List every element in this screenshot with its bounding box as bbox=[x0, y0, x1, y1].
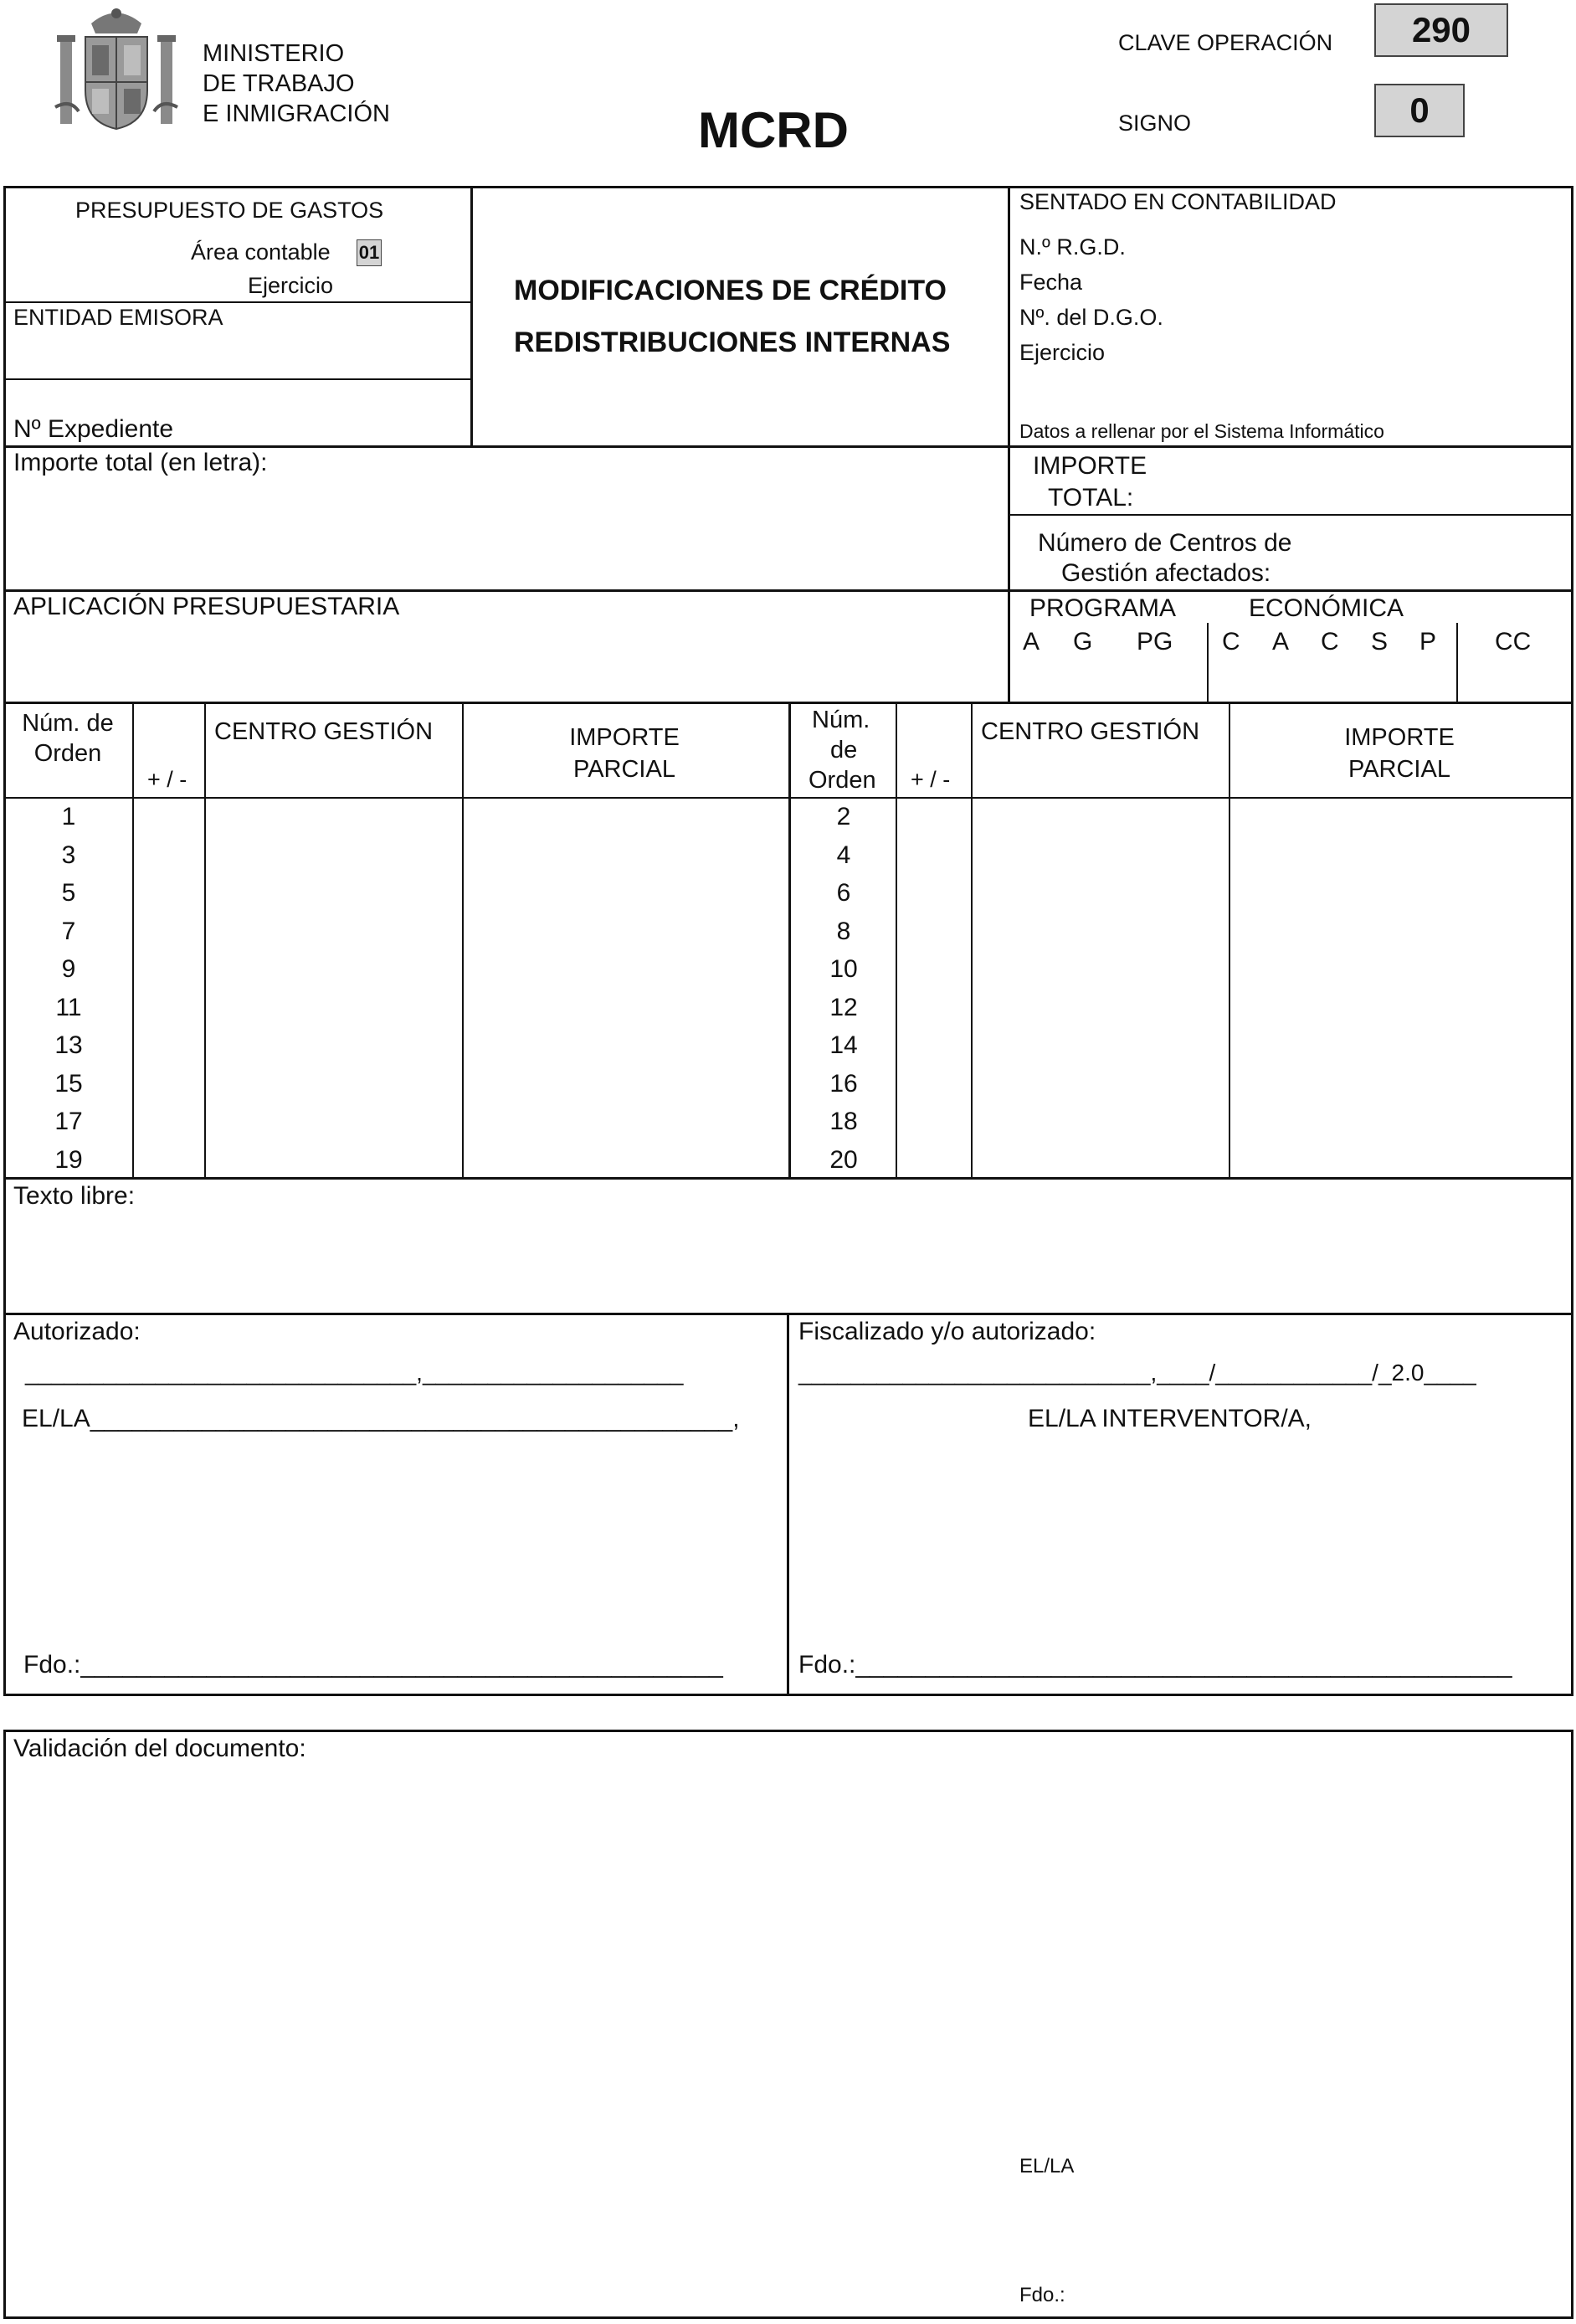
row-order-number: 14 bbox=[829, 1031, 858, 1059]
validacion-label: Validación del documento: bbox=[13, 1735, 306, 1762]
economica-col-c2: C bbox=[1321, 628, 1339, 656]
header-orden-right: Orden bbox=[809, 767, 876, 794]
ministry-name-line-1: MINISTERIO bbox=[203, 40, 345, 67]
row-order-number: 11 bbox=[55, 993, 82, 1021]
cc-label: CC bbox=[1495, 628, 1532, 656]
row-order-number: 15 bbox=[54, 1069, 83, 1098]
rgd-label: N.º R.G.D. bbox=[1019, 234, 1126, 260]
aplicacion-presupuestaria-label: APLICACIÓN PRESUPUESTARIA bbox=[13, 593, 400, 620]
divider bbox=[787, 1313, 789, 1696]
importe-letra-label: Importe total (en letra): bbox=[13, 449, 268, 476]
signo-value: 0 bbox=[1374, 84, 1465, 137]
ministry-name-line-3: E INMIGRACIÓN bbox=[203, 100, 390, 127]
presupuesto-gastos-label: PRESUPUESTO DE GASTOS bbox=[75, 198, 384, 223]
divider bbox=[3, 301, 472, 303]
header-sign-right: + / - bbox=[911, 767, 951, 792]
interventor-label: EL/LA INTERVENTOR/A, bbox=[1028, 1405, 1312, 1432]
economica-col-c: C bbox=[1222, 628, 1240, 656]
divider bbox=[1008, 514, 1573, 516]
divider bbox=[971, 703, 973, 1177]
texto-libre-label: Texto libre: bbox=[13, 1182, 136, 1210]
sistema-informatico-note: Datos a rellenar por el Sistema Informático bbox=[1019, 420, 1384, 442]
validacion-ella-label: EL/LA bbox=[1019, 2155, 1075, 2177]
row-order-number: 2 bbox=[836, 803, 851, 830]
row-order-number: 5 bbox=[61, 879, 76, 907]
row-order-number: 10 bbox=[829, 955, 858, 983]
divider bbox=[3, 378, 472, 380]
entidad-emisora-label: ENTIDAD EMISORA bbox=[13, 305, 223, 330]
fiscalizado-fdo-line: Fdo.:_______________________________________________ bbox=[798, 1651, 1512, 1679]
form-code: MCRD bbox=[698, 102, 849, 158]
row-order-number: 9 bbox=[61, 955, 76, 983]
ministry-name-line-2: DE TRABAJO bbox=[203, 70, 355, 97]
programa-col-g: G bbox=[1073, 628, 1093, 656]
autorizado-label: Autorizado: bbox=[13, 1318, 141, 1345]
row-order-number: 4 bbox=[836, 841, 851, 869]
area-contable-label: Área contable bbox=[191, 239, 331, 265]
clave-operacion-label: CLAVE OPERACIÓN bbox=[1118, 30, 1333, 55]
header-importe-left: IMPORTE PARCIAL bbox=[569, 724, 680, 783]
header-centro-right: CENTRO GESTIÓN bbox=[981, 718, 1200, 745]
header-num-right: Núm. bbox=[812, 707, 870, 733]
divider bbox=[462, 703, 464, 1177]
ejercicio-contabilidad-label: Ejercicio bbox=[1019, 340, 1106, 365]
centros-afectados-label-2: Gestión afectados: bbox=[1061, 559, 1271, 587]
header-importe-right: IMPORTE PARCIAL bbox=[1344, 724, 1455, 783]
economica-col-s: S bbox=[1371, 628, 1389, 656]
signo-label: SIGNO bbox=[1118, 111, 1192, 136]
area-contable-value: 01 bbox=[357, 239, 382, 266]
validacion-fdo-label: Fdo.: bbox=[1019, 2284, 1065, 2306]
header-num-orden-left: Núm. de Orden bbox=[22, 710, 114, 767]
row-order-number: 8 bbox=[836, 917, 851, 945]
row-order-number: 16 bbox=[829, 1069, 858, 1098]
importe-total-label-1: IMPORTE bbox=[1033, 452, 1147, 480]
row-order-number: 20 bbox=[829, 1145, 858, 1174]
divider bbox=[1456, 623, 1458, 702]
row-order-number: 19 bbox=[54, 1145, 83, 1174]
fiscalizado-label: Fiscalizado y/o autorizado: bbox=[798, 1318, 1096, 1345]
header-sign-left: + / - bbox=[147, 767, 187, 792]
clave-operacion-value: 290 bbox=[1374, 3, 1508, 57]
fiscalizado-date-line: ___________________________,____/____________/_2.0____ bbox=[798, 1360, 1476, 1386]
divider bbox=[1229, 703, 1230, 1177]
programa-label: PROGRAMA bbox=[1029, 594, 1177, 622]
fecha-label: Fecha bbox=[1019, 270, 1083, 295]
coat-of-arms-logo bbox=[54, 7, 179, 134]
ejercicio-label: Ejercicio bbox=[248, 273, 334, 298]
importe-total-label-2: TOTAL: bbox=[1048, 484, 1134, 512]
row-order-number: 1 bbox=[61, 803, 76, 830]
programa-col-a: A bbox=[1023, 628, 1040, 656]
divider bbox=[1207, 623, 1209, 702]
divider bbox=[132, 703, 134, 1177]
row-order-number: 12 bbox=[829, 993, 858, 1021]
dgo-label: Nº. del D.G.O. bbox=[1019, 305, 1163, 330]
autorizado-place-date-line: ______________________________,____________________ bbox=[25, 1360, 684, 1386]
divider bbox=[3, 589, 1573, 592]
centros-afectados-label-1: Número de Centros de bbox=[1038, 529, 1292, 557]
row-order-number: 18 bbox=[829, 1108, 858, 1135]
header-de-right: de bbox=[830, 737, 858, 764]
autorizado-ella-line: EL/LA______________________________________________, bbox=[22, 1405, 740, 1432]
autorizado-fdo-line: Fdo.:______________________________________________ bbox=[23, 1651, 723, 1679]
row-order-number: 7 bbox=[61, 917, 76, 945]
divider bbox=[3, 445, 1573, 448]
row-order-number: 6 bbox=[836, 879, 851, 907]
economica-col-a: A bbox=[1272, 628, 1290, 656]
programa-col-pg: PG bbox=[1137, 628, 1173, 656]
economica-label: ECONÓMICA bbox=[1249, 594, 1404, 622]
expediente-label: Nº Expediente bbox=[13, 415, 174, 443]
divider bbox=[1008, 186, 1010, 703]
divider bbox=[470, 186, 473, 447]
sentado-contabilidad-label: SENTADO EN CONTABILIDAD bbox=[1019, 189, 1337, 214]
form-title-line-1: MODIFICACIONES DE CRÉDITO bbox=[514, 275, 947, 306]
validacion-frame bbox=[3, 1730, 1573, 2319]
divider bbox=[204, 703, 206, 1177]
header-centro-left: CENTRO GESTIÓN bbox=[214, 718, 434, 745]
form-title-line-2: REDISTRIBUCIONES INTERNAS bbox=[514, 326, 951, 358]
row-order-number: 3 bbox=[61, 841, 76, 869]
economica-col-p: P bbox=[1419, 628, 1437, 656]
row-order-number: 17 bbox=[54, 1108, 83, 1135]
row-order-number: 13 bbox=[54, 1031, 83, 1059]
